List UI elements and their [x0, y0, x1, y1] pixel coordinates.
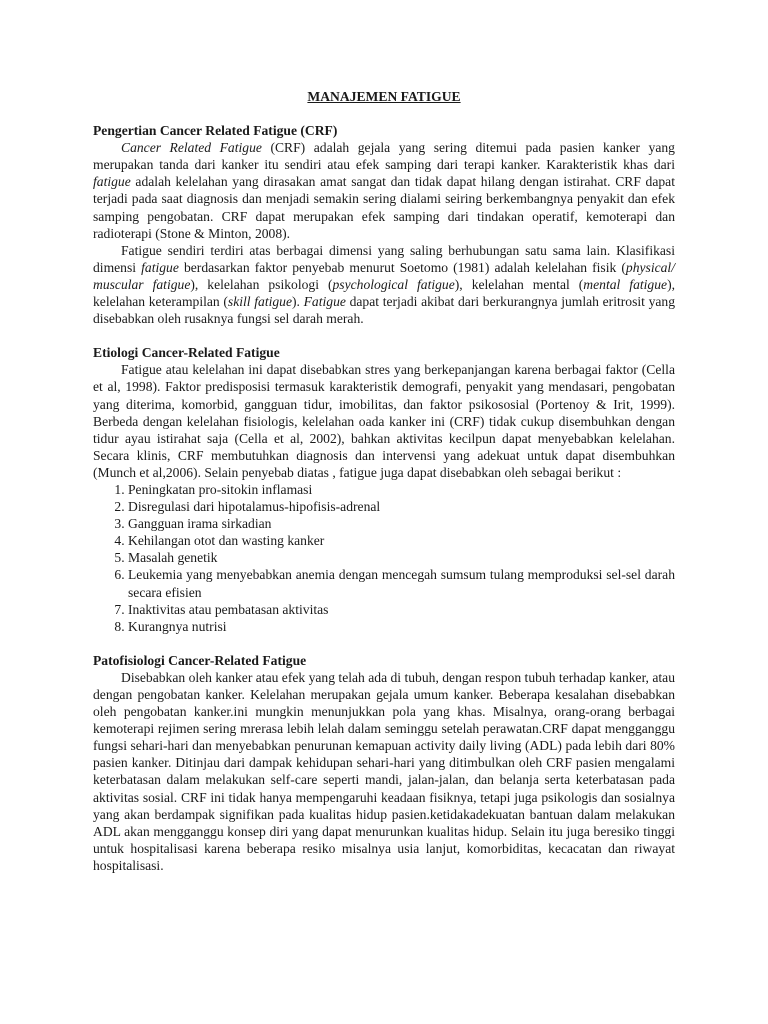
text-run: ), kelelahan mental (: [454, 276, 584, 292]
list-item: 5. Masalah genetik: [128, 549, 675, 566]
text-run: dapat terjadi akibat dari berkurangnya jumlah eritrosit yang disebabkan oleh rusaknya fungsi sel darah merah.: [93, 294, 676, 327]
document-page: [93, 88, 675, 874]
section-etiologi: [93, 344, 675, 635]
italic-term: mental fatigue: [583, 276, 668, 292]
section-gap: [93, 327, 675, 344]
text-run: ), kelelahan psikologi (: [190, 276, 333, 292]
section-patofisiologi: [93, 652, 675, 874]
body-paragraph: [93, 139, 675, 242]
italic-term: physical/ muscular fatigue: [93, 259, 675, 292]
section-pengertian: [93, 122, 675, 327]
italic-term: fatigue: [93, 174, 131, 190]
italic-term: psychological fatigue: [332, 276, 455, 292]
body-paragraph: [93, 361, 675, 481]
list-item: 1. Peningkatan pro-sitokin inflamasi: [128, 481, 675, 498]
document-title: MANAJEMEN FATIGUE: [307, 89, 461, 104]
text-run: ), kelelahan keterampilan (: [93, 276, 675, 310]
text-run: Disebabkan oleh kanker atau efek yang telah ada di tubuh, dengan respon tubuh terhadap kanker, atau dengan pengobatan kanker. Kelelahan merupakan gejala umum kanker. Beberapa kesalahan disebabkan oleh pengobatan kanker.ini mungkin menunjukkan pola yang khas. Misalnya, orang-orang berbagai kemoterapi rejimen sering mrerasa lebih lelah dalam seminggu setelah perawatan.CRF dapat mengganggu fungsi sehari-hari dan menyebabkan penurunan kemapuan activity daily living (ADL) pada lebih dari 80% pasien kanker. Ditinjau dari dampak kehidupan sehari-hari yang ditimbulkan oleh CRF pasien mengalami keterbatasan dalam melakukan self-care seperti mandi, jalan-jalan, dan belanja serta keterbatasan pada aktivitas sosial. CRF ini tidak hanya mempengaruhi keadaan fisiknya, tetapi juga psikologis dan sosialnya yang akan berdampak signifikan pada kualitas hidup pasien.ketidakadekuatan bantuan dalam melakukan ADL akan mengganggu konsep diri yang dapat menurunkan kualitas hidup. Selain itu juga beresiko tinggi untuk hospitalisasi karena beberapa resiko misalnya usia lanjut, komorbiditas, kecacatan dan riwayat hospitalisasi.: [93, 669, 675, 873]
list-item: 6. Leukemia yang menyebabkan anemia dengan mencegah sumsum tulang memproduksi sel-sel darah secara efisien: [128, 566, 675, 600]
italic-term: fatigue: [141, 259, 179, 275]
section-heading: Etiologi Cancer-Related Fatigue: [93, 345, 280, 361]
list-item: 7. Inaktivitas atau pembatasan aktivitas: [128, 601, 675, 618]
list-item: 2. Disregulasi dari hipotalamus-hipofisis-adrenal: [128, 498, 675, 515]
italic-term: skill fatigue: [227, 294, 293, 310]
text-run: (CRF) adalah gejala yang sering ditemui pada pasien kanker yang merupakan tanda dari kanker itu sendiri atau efek samping dari terapi kanker. Karakteristik khas dari: [93, 140, 675, 173]
text-run: ).: [292, 294, 304, 310]
list-item: 3. Gangguan irama sirkadian: [128, 515, 675, 532]
list-item: 4. Kehilangan otot dan wasting kanker: [128, 532, 675, 549]
text-run: Fatigue sendiri terdiri atas berbagai dimensi yang saling berhubungan satu sama lain. Klasifikasi dimensi: [93, 242, 675, 275]
section-gap: [93, 635, 675, 652]
text-run: berdasarkan faktor penyebab menurut Soetomo (1981) adalah kelelahan fisik (: [178, 259, 626, 275]
list-item: 8. Kurangnya nutrisi: [128, 618, 675, 635]
section-heading: Pengertian Cancer Related Fatigue (CRF): [93, 123, 338, 139]
cause-list: [93, 481, 675, 635]
text-run: adalah kelelahan yang dirasakan amat sangat dan tidak dapat hilang dengan istirahat. CRF dapat terjadi pada saat diagnosis dan menjadi semakin sering dialami seiring berkembangnya penyakit dan efek samping pengobatan. CRF dapat merupakan efek samping dari tindakan operatif, kemoterapi dan radioterapi (Stone & Minton, 2008).: [93, 174, 675, 241]
section-heading: Patofisiologi Cancer-Related Fatigue: [93, 652, 307, 668]
italic-term: Cancer Related Fatigue: [121, 140, 262, 156]
body-paragraph: [93, 669, 675, 874]
body-paragraph: [93, 242, 675, 327]
italic-term: Fatigue: [303, 294, 346, 310]
text-run: Fatigue atau kelelahan ini dapat disebabkan stres yang berkepanjangan karena berbagai faktor (Cella et al, 1998). Faktor predisposisi termasuk karakteristik demografi, penyakit yang mendasari, pengobatan yang diterima, komorbid, gangguan tidur, imobilitas, dan faktor psikososial (Portenoy & Irit, 1999). Berbeda dengan kelelahan fisiologis, kelelahan oada kanker ini (CRF) tidak cukup disembuhkan dengan tidur ayau istirahat saja (Cella et al, 2002), bahkan aktivitas kecilpun dapat menyebabkan kelelahan. Secara klinis, CRF membutuhkan diagnosis dan intervensi yang adekuat untuk dapat disembuhkan (Munch et al,2006). Selain penyebab diatas , fatigue juga dapat disebabkan oleh sebagai berikut :: [93, 362, 675, 480]
